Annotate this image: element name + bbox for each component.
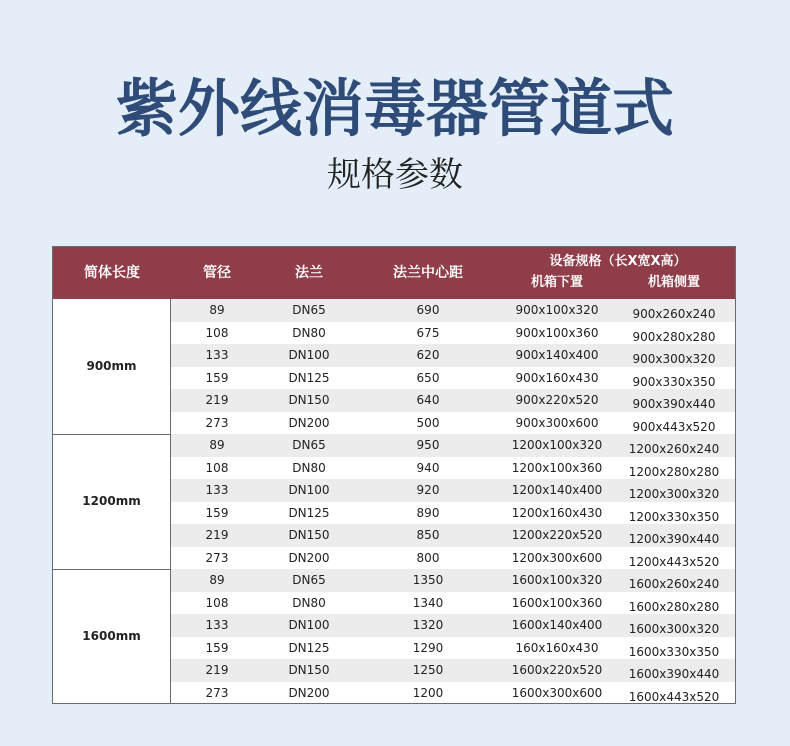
cell-flange: DN150 — [288, 663, 330, 677]
cell-bottom: 1200x140x400 — [511, 483, 603, 497]
table-row — [171, 682, 735, 705]
header-size-group: 设备规格（长X宽X高） — [549, 254, 687, 269]
cell-bottom: 160x160x430 — [515, 640, 599, 655]
group-length-label: 1200mm — [53, 434, 171, 569]
table-row — [171, 412, 735, 435]
cell-pipe: 273 — [205, 415, 229, 430]
table-header — [53, 247, 735, 299]
table-row — [171, 547, 735, 570]
cell-flange: DN80 — [292, 460, 326, 475]
header-center: 法兰中心距 — [393, 265, 463, 281]
header-bottom: 机箱下置 — [530, 275, 583, 290]
cell-pipe: 89 — [209, 303, 225, 317]
cell-flange: DN65 — [292, 303, 326, 317]
cell-side: 1600x390x440 — [628, 667, 720, 681]
table-row — [171, 502, 735, 525]
cell-center: 850 — [416, 528, 440, 542]
cell-pipe: 219 — [205, 393, 229, 407]
cell-side: 1200x280x280 — [628, 464, 720, 479]
cell-flange: DN200 — [288, 685, 330, 700]
cell-center: 640 — [416, 393, 440, 407]
cell-bottom: 900x100x360 — [515, 325, 599, 340]
table-row — [171, 592, 735, 615]
table-row — [171, 457, 735, 480]
cell-bottom: 1600x300x600 — [511, 685, 603, 700]
cell-side: 1600x260x240 — [628, 577, 720, 591]
header-side: 机箱侧置 — [647, 275, 700, 290]
cell-center: 1340 — [412, 595, 444, 610]
cell-flange: DN65 — [292, 438, 326, 452]
cell-flange: DN65 — [292, 573, 326, 587]
table-row — [171, 367, 735, 390]
table-row — [171, 637, 735, 660]
cell-side: 1200x443x520 — [628, 554, 720, 569]
cell-side: 900x390x440 — [632, 397, 716, 411]
cell-side: 1600x300x320 — [628, 622, 720, 636]
header-pipe: 管径 — [203, 265, 231, 281]
page-subtitle: 规格参数 — [327, 155, 463, 195]
cell-center: 1200 — [412, 685, 444, 700]
cell-bottom: 900x140x400 — [515, 348, 599, 362]
cell-bottom: 1200x100x320 — [511, 438, 603, 452]
cell-center: 1290 — [412, 640, 444, 655]
header-flange: 法兰 — [295, 265, 323, 281]
page-title: 紫外线消毒器管道式 — [115, 72, 674, 145]
cell-bottom: 900x160x430 — [515, 370, 599, 385]
cell-center: 920 — [416, 483, 440, 497]
row-group — [53, 299, 735, 434]
cell-bottom: 900x220x520 — [515, 393, 599, 407]
cell-bottom: 1600x100x360 — [511, 595, 603, 610]
table-row — [171, 569, 735, 592]
cell-pipe: 159 — [205, 505, 229, 520]
cell-bottom: 1200x100x360 — [511, 460, 603, 475]
cell-pipe: 89 — [209, 438, 225, 452]
cell-side: 900x280x280 — [632, 329, 716, 344]
cell-pipe: 133 — [205, 348, 229, 362]
cell-center: 940 — [416, 460, 440, 475]
group-length-label: 900mm — [53, 299, 171, 434]
cell-bottom: 900x300x600 — [515, 415, 599, 430]
cell-center: 950 — [416, 438, 440, 452]
cell-pipe: 133 — [205, 483, 229, 497]
spec-table — [52, 246, 736, 704]
table-row — [171, 659, 735, 682]
cell-flange: DN125 — [288, 370, 330, 385]
cell-bottom: 1600x220x520 — [511, 663, 603, 677]
cell-pipe: 273 — [205, 685, 229, 700]
cell-pipe: 133 — [205, 618, 229, 632]
cell-pipe: 108 — [205, 325, 229, 340]
cell-pipe: 108 — [205, 595, 229, 610]
cell-flange: DN80 — [292, 595, 326, 610]
cell-side: 1200x390x440 — [628, 532, 720, 546]
cell-flange: DN100 — [288, 618, 330, 632]
table-row — [171, 614, 735, 637]
cell-flange: DN150 — [288, 528, 330, 542]
group-length-label: 1600mm — [53, 569, 171, 704]
cell-flange: DN200 — [288, 415, 330, 430]
cell-center: 690 — [416, 303, 440, 317]
cell-flange: DN200 — [288, 550, 330, 565]
cell-flange: DN100 — [288, 348, 330, 362]
cell-flange: DN100 — [288, 483, 330, 497]
cell-pipe: 159 — [205, 640, 229, 655]
cell-flange: DN125 — [288, 640, 330, 655]
cell-side: 1200x260x240 — [628, 442, 720, 456]
cell-bottom: 1200x220x520 — [511, 528, 603, 542]
cell-center: 1350 — [412, 573, 444, 587]
row-group — [53, 569, 735, 704]
table-row — [171, 434, 735, 457]
table-row — [171, 524, 735, 547]
cell-bottom: 1200x160x430 — [511, 505, 603, 520]
cell-center: 650 — [416, 370, 440, 385]
cell-center: 500 — [416, 415, 440, 430]
cell-center: 1320 — [412, 618, 444, 632]
cell-center: 620 — [416, 348, 440, 362]
cell-pipe: 108 — [205, 460, 229, 475]
table-row — [171, 479, 735, 502]
cell-side: 1600x280x280 — [628, 599, 720, 614]
row-group — [53, 434, 735, 569]
table-row — [171, 389, 735, 412]
header-length: 简体长度 — [84, 265, 140, 281]
cell-bottom: 1600x100x320 — [511, 573, 603, 587]
table-row — [171, 322, 735, 345]
cell-side: 900x300x320 — [632, 352, 716, 366]
cell-side: 900x443x520 — [632, 419, 716, 434]
cell-pipe: 273 — [205, 550, 229, 565]
cell-side: 1600x443x520 — [628, 689, 720, 704]
cell-flange: DN150 — [288, 393, 330, 407]
cell-side: 900x260x240 — [632, 307, 716, 321]
cell-bottom: 900x100x320 — [515, 303, 599, 317]
cell-side: 900x330x350 — [632, 374, 716, 389]
cell-flange: DN125 — [288, 505, 330, 520]
cell-pipe: 89 — [209, 573, 225, 587]
cell-pipe: 219 — [205, 528, 229, 542]
cell-flange: DN80 — [292, 325, 326, 340]
table-row — [171, 299, 735, 322]
cell-center: 890 — [416, 505, 440, 520]
cell-center: 1250 — [412, 663, 444, 677]
cell-side: 1200x300x320 — [628, 487, 720, 501]
cell-center: 800 — [416, 550, 440, 565]
cell-bottom: 1600x140x400 — [511, 618, 603, 632]
cell-center: 675 — [416, 325, 440, 340]
cell-bottom: 1200x300x600 — [511, 550, 603, 565]
cell-pipe: 159 — [205, 370, 229, 385]
table-row — [171, 344, 735, 367]
cell-side: 1200x330x350 — [628, 509, 720, 524]
cell-pipe: 219 — [205, 663, 229, 677]
cell-side: 1600x330x350 — [628, 644, 720, 659]
